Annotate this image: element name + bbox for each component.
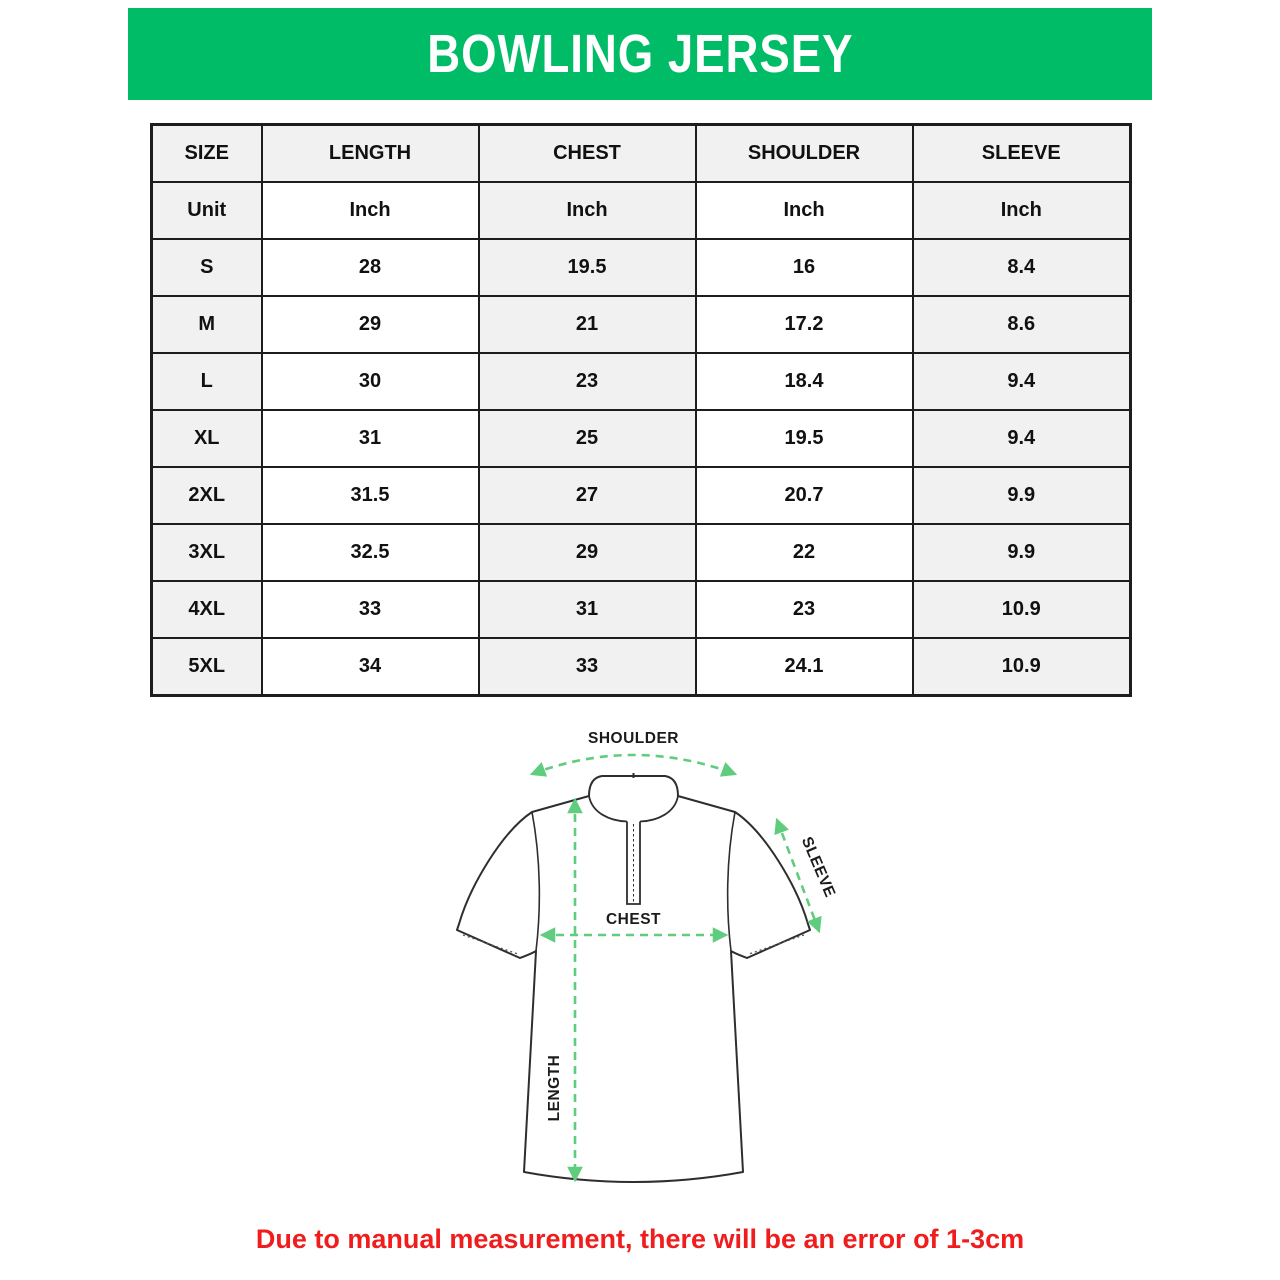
table-cell: 8.4: [913, 239, 1131, 296]
table-row-3xl: [152, 524, 1131, 581]
table-cell: 25: [479, 410, 696, 467]
table-cell: 9.9: [913, 524, 1131, 581]
table-cell: 34: [262, 638, 479, 696]
table-cell: 9.4: [913, 353, 1131, 410]
column-header-sleeve: SLEEVE: [913, 125, 1131, 183]
table-cell: 28: [262, 239, 479, 296]
table-cell: 33: [262, 581, 479, 638]
shoulder-arrow: [532, 755, 735, 774]
jersey-measurement-diagram: [420, 720, 870, 1220]
table-cell: 31: [479, 581, 696, 638]
table-cell: 3XL: [152, 524, 262, 581]
table-cell: 23: [696, 581, 913, 638]
table-cell: 30: [262, 353, 479, 410]
table-row-s: [152, 239, 1131, 296]
table-cell: 23: [479, 353, 696, 410]
table-cell: 21: [479, 296, 696, 353]
table-cell: 29: [479, 524, 696, 581]
column-header-length: LENGTH: [262, 125, 479, 183]
table-row-unit: [152, 182, 1131, 239]
table-cell: 17.2: [696, 296, 913, 353]
table-cell: 33: [479, 638, 696, 696]
table-cell: 18.4: [696, 353, 913, 410]
table-cell: XL: [152, 410, 262, 467]
table-cell: 20.7: [696, 467, 913, 524]
table-row-m: [152, 296, 1131, 353]
table-cell: 32.5: [262, 524, 479, 581]
column-header-chest: CHEST: [479, 125, 696, 183]
column-header-shoulder: SHOULDER: [696, 125, 913, 183]
table-cell: 9.4: [913, 410, 1131, 467]
table-cell: 16: [696, 239, 913, 296]
table-cell: 9.9: [913, 467, 1131, 524]
table-cell: 29: [262, 296, 479, 353]
table-row-xl: [152, 410, 1131, 467]
page-title: BOWLING JERSEY: [426, 24, 854, 84]
table-row-5xl: [152, 638, 1131, 696]
table-cell: M: [152, 296, 262, 353]
column-header-size: SIZE: [152, 125, 262, 183]
table-row-2xl: [152, 467, 1131, 524]
measurement-disclaimer: Due to manual measurement, there will be an error of 1-3cm: [255, 1224, 1025, 1254]
table-cell: Unit: [152, 182, 262, 239]
jersey-outline: [457, 776, 810, 1182]
sleeve-label: SLEEVE: [797, 834, 839, 901]
table-cell: 19.5: [479, 239, 696, 296]
table-cell: 4XL: [152, 581, 262, 638]
length-label: LENGTH: [546, 1054, 563, 1122]
table-cell: 27: [479, 467, 696, 524]
table-cell: Inch: [913, 182, 1131, 239]
chest-label: CHEST: [605, 911, 662, 928]
table-cell: S: [152, 239, 262, 296]
table-cell: Inch: [696, 182, 913, 239]
table-cell: Inch: [479, 182, 696, 239]
table-cell: 8.6: [913, 296, 1131, 353]
table-cell: 31.5: [262, 467, 479, 524]
table-cell: 31: [262, 410, 479, 467]
table-cell: 2XL: [152, 467, 262, 524]
size-chart-table: [150, 123, 1132, 697]
table-cell: 5XL: [152, 638, 262, 696]
table-cell: L: [152, 353, 262, 410]
table-row-4xl: [152, 581, 1131, 638]
table-cell: 10.9: [913, 638, 1131, 696]
table-cell: 24.1: [696, 638, 913, 696]
table-cell: 10.9: [913, 581, 1131, 638]
table-cell: 22: [696, 524, 913, 581]
table-cell: 19.5: [696, 410, 913, 467]
table-cell: Inch: [262, 182, 479, 239]
shoulder-label: SHOULDER: [588, 730, 679, 747]
table-row-l: [152, 353, 1131, 410]
table-header-row: [152, 125, 1131, 183]
title-banner: [128, 8, 1152, 100]
